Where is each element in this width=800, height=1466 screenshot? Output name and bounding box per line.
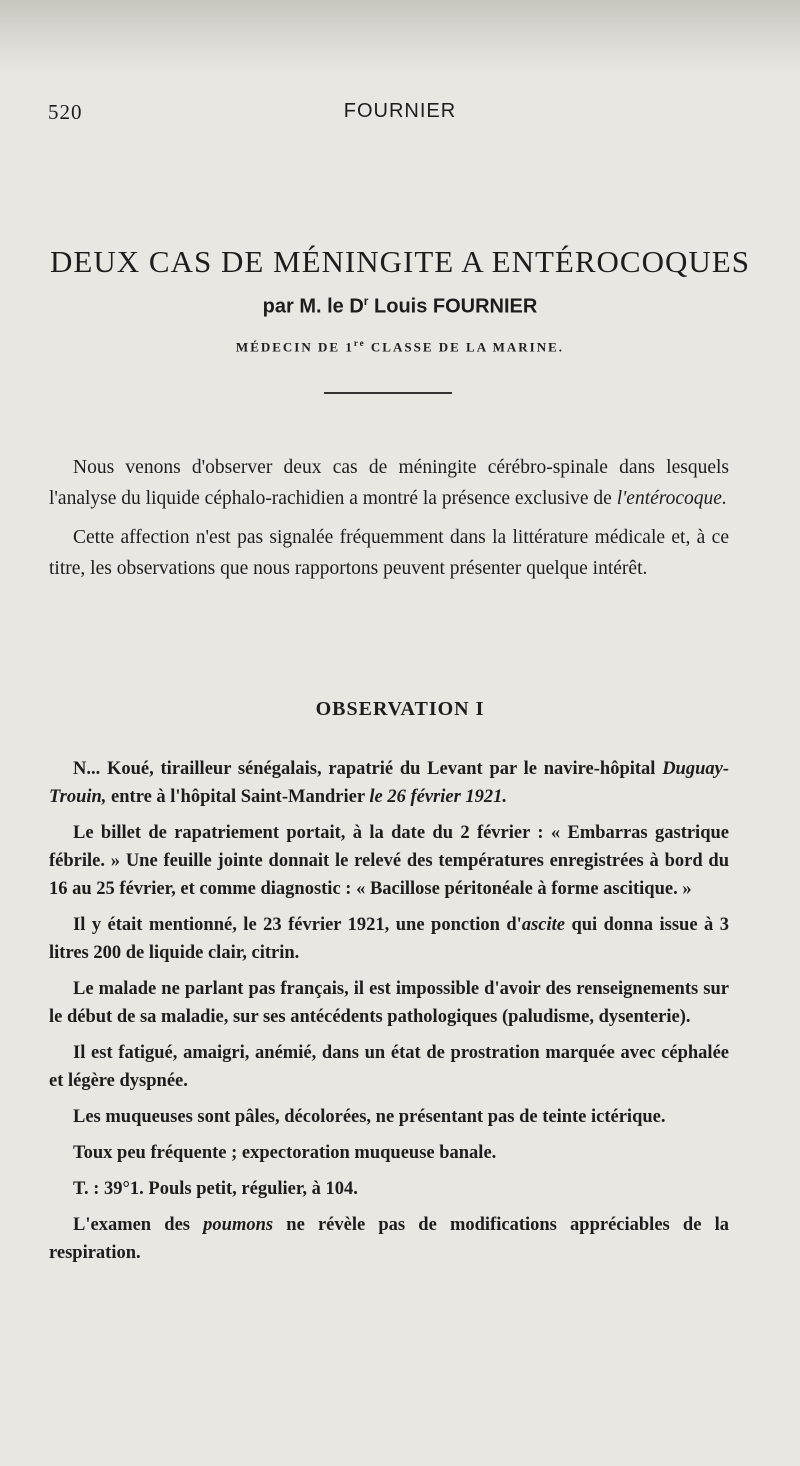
obs-p3-a: Il y était mentionné, le 23 février 1921, une ponction d' bbox=[73, 915, 522, 935]
observation-heading: OBSERVATION I bbox=[315, 698, 485, 720]
byline bbox=[0, 294, 800, 319]
observation-section bbox=[49, 755, 729, 1275]
obs-paragraph-4: Le malade ne parlant pas français, il est impossible d'avoir des renseignements sur le début de sa maladie, sur ses antécédents pathologiques (paludisme, dysenterie). bbox=[49, 979, 729, 1027]
affiliation-suffix: CLASSE DE LA MARINE. bbox=[365, 339, 565, 355]
byline-sup: r bbox=[363, 294, 369, 308]
affiliation-sup: re bbox=[353, 338, 366, 348]
page-number: 520 bbox=[48, 100, 83, 124]
affiliation bbox=[0, 338, 800, 355]
obs-paragraph-2: Le billet de rapatriement portait, à la date du 2 février : « Embarras gastrique fébrile. » Une feuille jointe donnait le relevé des températures enregistrées à bord du 16 au 25 février, et comme diagnostic : « Bacillose péritonéale à forme ascitique. » bbox=[49, 823, 729, 899]
obs-paragraph-6: Les muqueuses sont pâles, décolorées, ne présentant pas de teinte ictérique. bbox=[73, 1107, 666, 1127]
obs-paragraph-3 bbox=[49, 911, 729, 967]
running-head bbox=[48, 100, 752, 130]
obs-paragraph-9 bbox=[49, 1211, 729, 1267]
separator-rule bbox=[324, 392, 452, 394]
affiliation-prefix: MÉDECIN DE 1 bbox=[235, 339, 354, 355]
intro-p1-text: Nous venons d'observer deux cas de méningite cérébro-spinale dans lesquels l'analyse du liquide céphalo-rachidien a montré la présence exclusive de bbox=[49, 457, 729, 509]
obs-p9-a: L'examen des bbox=[73, 1215, 204, 1235]
obs-paragraph-1 bbox=[49, 755, 729, 811]
intro-p1-italic: l'entérocoque. bbox=[616, 488, 727, 509]
obs-p1-ship: Duguay-Trouin, bbox=[49, 759, 729, 807]
obs-p9-italic: poumons bbox=[203, 1215, 274, 1235]
obs-p3-b: qui donna issue à 3 litres 200 de liquide clair, citrin. bbox=[49, 915, 729, 963]
author-name: Louis FOURNIER bbox=[368, 295, 538, 318]
obs-paragraph-7: Toux peu fréquente ; expectoration muqueuse banale. bbox=[73, 1143, 497, 1163]
obs-paragraph-8: T. : 39°1. Pouls petit, régulier, à 104. bbox=[73, 1179, 358, 1199]
byline-prefix: par M. le D bbox=[262, 295, 364, 318]
obs-p1-a: N... Koué, tirailleur sénégalais, rapatrié du Levant par le navire-hôpital bbox=[73, 759, 663, 779]
intro-section bbox=[49, 452, 729, 592]
obs-p1-b: entre à l'hôpital Saint-Mandrier bbox=[106, 787, 370, 807]
obs-p1-date: le 26 février 1921. bbox=[369, 787, 508, 807]
intro-paragraph-1 bbox=[49, 452, 729, 514]
obs-p3-italic: ascite bbox=[521, 915, 565, 935]
obs-p9-b: ne révèle pas de modifications appréciables de la respiration. bbox=[49, 1215, 729, 1263]
article-title: DEUX CAS DE MÉNINGITE A ENTÉROCOQUES bbox=[50, 244, 750, 279]
intro-paragraph-2: Cette affection n'est pas signalée fréquemment dans la littérature médicale et, à ce titre, les observations que nous rapportons peuvent présenter quelque intérêt. bbox=[49, 527, 729, 579]
obs-paragraph-5: Il est fatigué, amaigri, anémié, dans un état de prostration marquée avec céphalée et légère dyspnée. bbox=[49, 1043, 729, 1091]
running-title: FOURNIER bbox=[343, 100, 457, 122]
